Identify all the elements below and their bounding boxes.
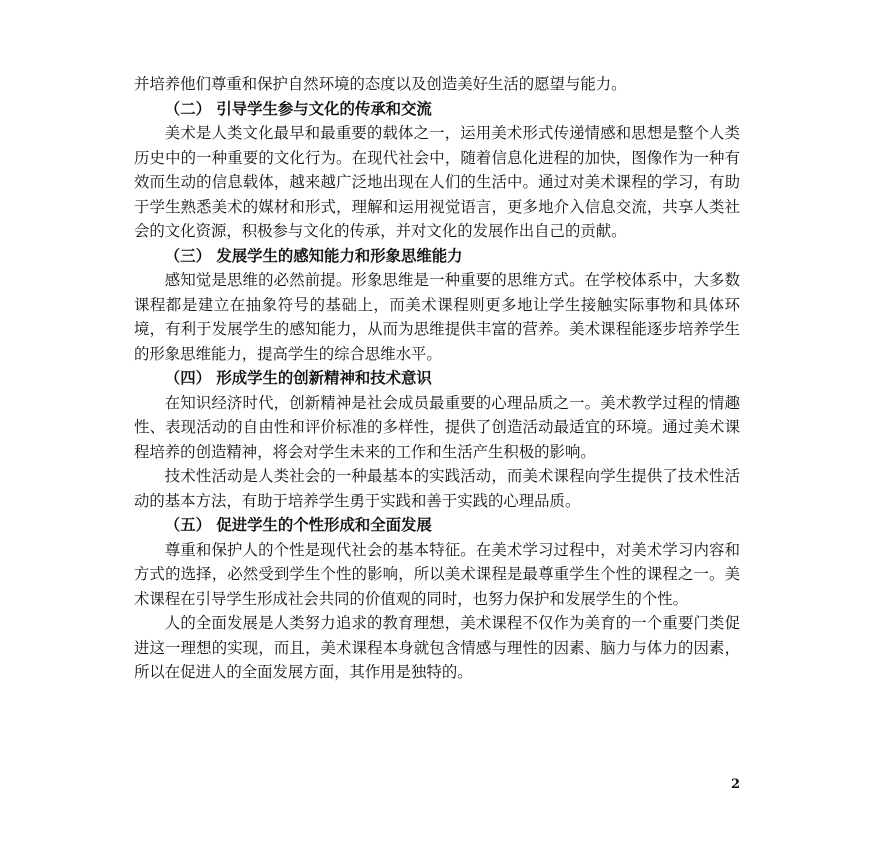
section-3-paragraph-1: 感知觉是思维的必然前提。形象思维是一种重要的思维方式。在学校体系中，大多数课程都是建立在抽象符号的基础上，而美术课程则更多地让学生接触实际事物和具体环境，有利于发展学生的感知能力，从而为思维提供丰富的营养。美术课程能逐步培养学生的形象思维能力，提高学生的综合思维水平。 — [134, 271, 740, 363]
section-5-paragraph-2: 人的全面发展是人类努力追求的教育理想，美术课程不仅作为美育的一个重要门类促进这一理想的实现，而且，美术课程本身就包含情感与理性的因素、脑力与体力的因素，所以在促进人的全面发展方面，其作用是独特的。 — [134, 614, 740, 681]
page-number: 2 — [731, 777, 741, 792]
section-4-paragraph-1: 在知识经济时代，创新精神是社会成员最重要的心理品质之一。美术教学过程的情趣性、表现活动的自由性和评价标准的多样性，提供了创造活动最适宜的环境。通过美术课程培养的创造精神，将会对学生未来的工作和生活产生积极的影响。 — [134, 393, 740, 461]
body-text — [134, 72, 740, 685]
section-heading-3: （三） 发展学生的感知能力和形象思维能力 — [164, 246, 463, 265]
section-4-paragraph-2: 技术性活动是人类社会的一种最基本的实践活动，而美术课程向学生提供了技术性活动的基本方法，有助于培养学生勇于实践和善于实践的心理品质。 — [134, 467, 740, 510]
section-2-paragraph-1: 美术是人类文化最早和最重要的载体之一，运用美术形式传递情感和思想是整个人类历史中的一种重要的文化行为。在现代社会中，随着信息化进程的加快，图像作为一种有效而生动的信息载体，越来越广泛地出现在人们的生活中。通过对美术课程的学习，有助于学生熟悉美术的媒材和形式，理解和运用视觉语言，更多地介入信息交流，共享人类社会的文化资源，积极参与文化的传承，并对文化的发展作出自己的贡献。 — [134, 124, 740, 240]
section-heading-5: （五） 促进学生的个性形成和全面发展 — [164, 516, 432, 534]
section-heading-2: （二） 引导学生参与文化的传承和交流 — [164, 99, 432, 118]
section-heading-4: （四） 形成学生的创新精神和技术意识 — [164, 369, 432, 387]
section-5-paragraph-1: 尊重和保护人的个性是现代社会的基本特征。在美术学习过程中，对美术学习内容和方式的选择，必然受到学生个性的影响，所以美术课程是最尊重学生个性的课程之一。美术课程在引导学生形成社会共同的价值观的同时，也努力保护和发展学生的个性。 — [134, 540, 740, 608]
intro-paragraph: 并培养他们尊重和保护自然环境的态度以及创造美好生活的愿望与能力。 — [134, 75, 627, 93]
